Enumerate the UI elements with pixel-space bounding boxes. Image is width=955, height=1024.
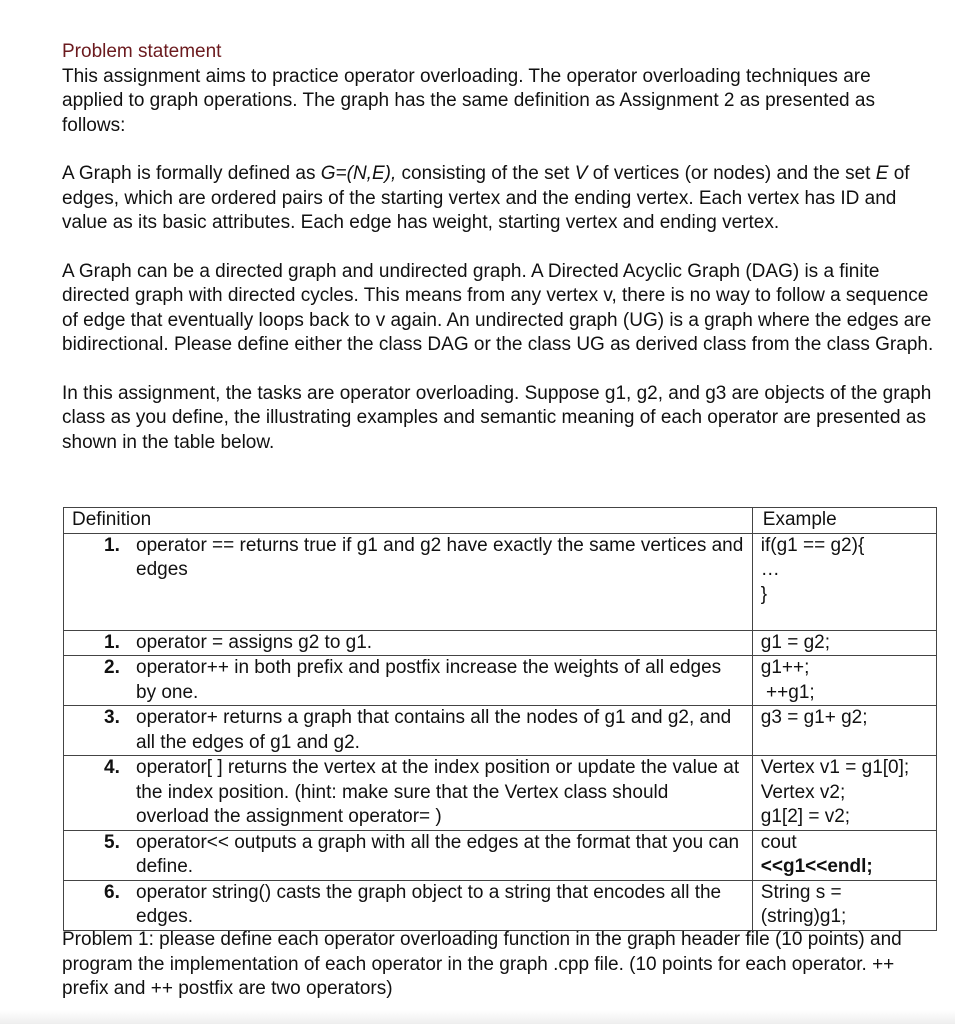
item-number: 1.	[104, 631, 120, 653]
example-line: }	[760, 583, 768, 605]
example-line: (string)g1;	[760, 906, 847, 927]
example-line: if(g1 == g2){	[760, 534, 865, 556]
item-number: 4.	[104, 757, 120, 778]
example-line: Vertex v1 = g1[0];	[760, 757, 910, 778]
header-example: Example	[752, 508, 936, 534]
example-line: cout	[760, 831, 797, 853]
edge-set-symbol: E	[875, 163, 889, 184]
example-line: String s =	[760, 881, 842, 903]
graph-def-text-4: of edges, which are ordered pairs of the starting vertex and the ending vertex. Each vertex has ID and value as its basic attributes. Each edge has weight, starting vertex and ending vertex.	[62, 163, 910, 233]
item-text: operator == returns true if g1 and g2 have exactly the same vertices and edges	[136, 534, 744, 580]
dag-paragraph: A Graph can be a directed graph and undirected graph. A Directed Acyclic Graph (DAG) is a finite directed graph with directed cycles. This means from any vertex v, there is no way to follow a sequence of edge that eventually loops back to v again. An undirected graph (UG) is a graph where the edges are bidirectional. Please define either the class DAG or the class UG as derived class from the class Graph.	[62, 260, 934, 355]
table-row	[64, 656, 937, 706]
problem-1-paragraph: Problem 1: please define each operator overloading function in the graph header file (10 points) and program the implementation of each operator in the graph .cpp file. (10 points for each operator. ++ prefix and ++ postfix are two operators)	[62, 929, 902, 999]
item-number: 2.	[104, 657, 120, 678]
graph-formula: G=(N,E),	[320, 163, 397, 184]
table-row	[64, 880, 937, 930]
intro-paragraph: This assignment aims to practice operator overloading. The operator overloading techniques are applied to graph operations. The graph has the same definition as Assignment 2 as presented as follows:	[62, 65, 875, 136]
example-line: ++g1;	[760, 681, 815, 703]
vertex-set-symbol: V	[574, 163, 588, 184]
item-number: 5.	[104, 831, 120, 853]
table-row	[64, 830, 937, 880]
operator-table	[63, 507, 937, 931]
item-number: 6.	[104, 881, 120, 903]
example-line: g1++;	[760, 657, 810, 678]
table-header-row	[64, 508, 937, 534]
item-number: 1.	[104, 534, 120, 556]
item-number: 3.	[104, 707, 120, 728]
item-text: operator<< outputs a graph with all the edges at the format that you can define.	[136, 831, 740, 877]
page-title: Problem statement	[62, 41, 222, 62]
table-row	[64, 706, 937, 756]
example-line: …	[760, 559, 780, 580]
bottom-edge-shadow	[0, 1010, 955, 1024]
item-text: operator+ returns a graph that contains all the nodes of g1 and g2, and all the edges of g1 and g2.	[136, 707, 732, 753]
example-line: g1 = g2;	[760, 631, 830, 653]
graph-definition-paragraph	[62, 162, 934, 236]
tasks-paragraph: In this assignment, the tasks are operator overloading. Suppose g1, g2, and g3 are objects of the graph class as you define, the illustrating examples and semantic meaning of each operator are presented as shown in the table below.	[62, 382, 932, 453]
item-text: operator = assigns g2 to g1.	[136, 631, 373, 653]
item-text: operator++ in both prefix and postfix increase the weights of all edges by one.	[136, 657, 722, 703]
example-line: <<g1<<endl;	[760, 856, 873, 877]
example-line: g1[2] = v2;	[760, 806, 851, 827]
header-definition: Definition	[64, 508, 753, 534]
graph-def-text-2: consisting of the set	[396, 163, 575, 184]
graph-def-text-1: A Graph is formally defined as	[62, 163, 321, 184]
table-row	[64, 533, 937, 630]
graph-def-text-3: of vertices (or nodes) and the set	[587, 163, 876, 184]
document-body	[62, 40, 942, 455]
table-row	[64, 630, 937, 656]
table-row	[64, 756, 937, 831]
example-line: g3 = g1+ g2;	[760, 707, 868, 728]
item-text: operator string() casts the graph object to a string that encodes all the edges.	[136, 881, 722, 927]
item-text: operator[ ] returns the vertex at the index position or update the value at the index position. (hint: make sure that the Vertex class should overload the assignment operator= )	[136, 757, 740, 827]
example-line: Vertex v2;	[760, 781, 846, 803]
